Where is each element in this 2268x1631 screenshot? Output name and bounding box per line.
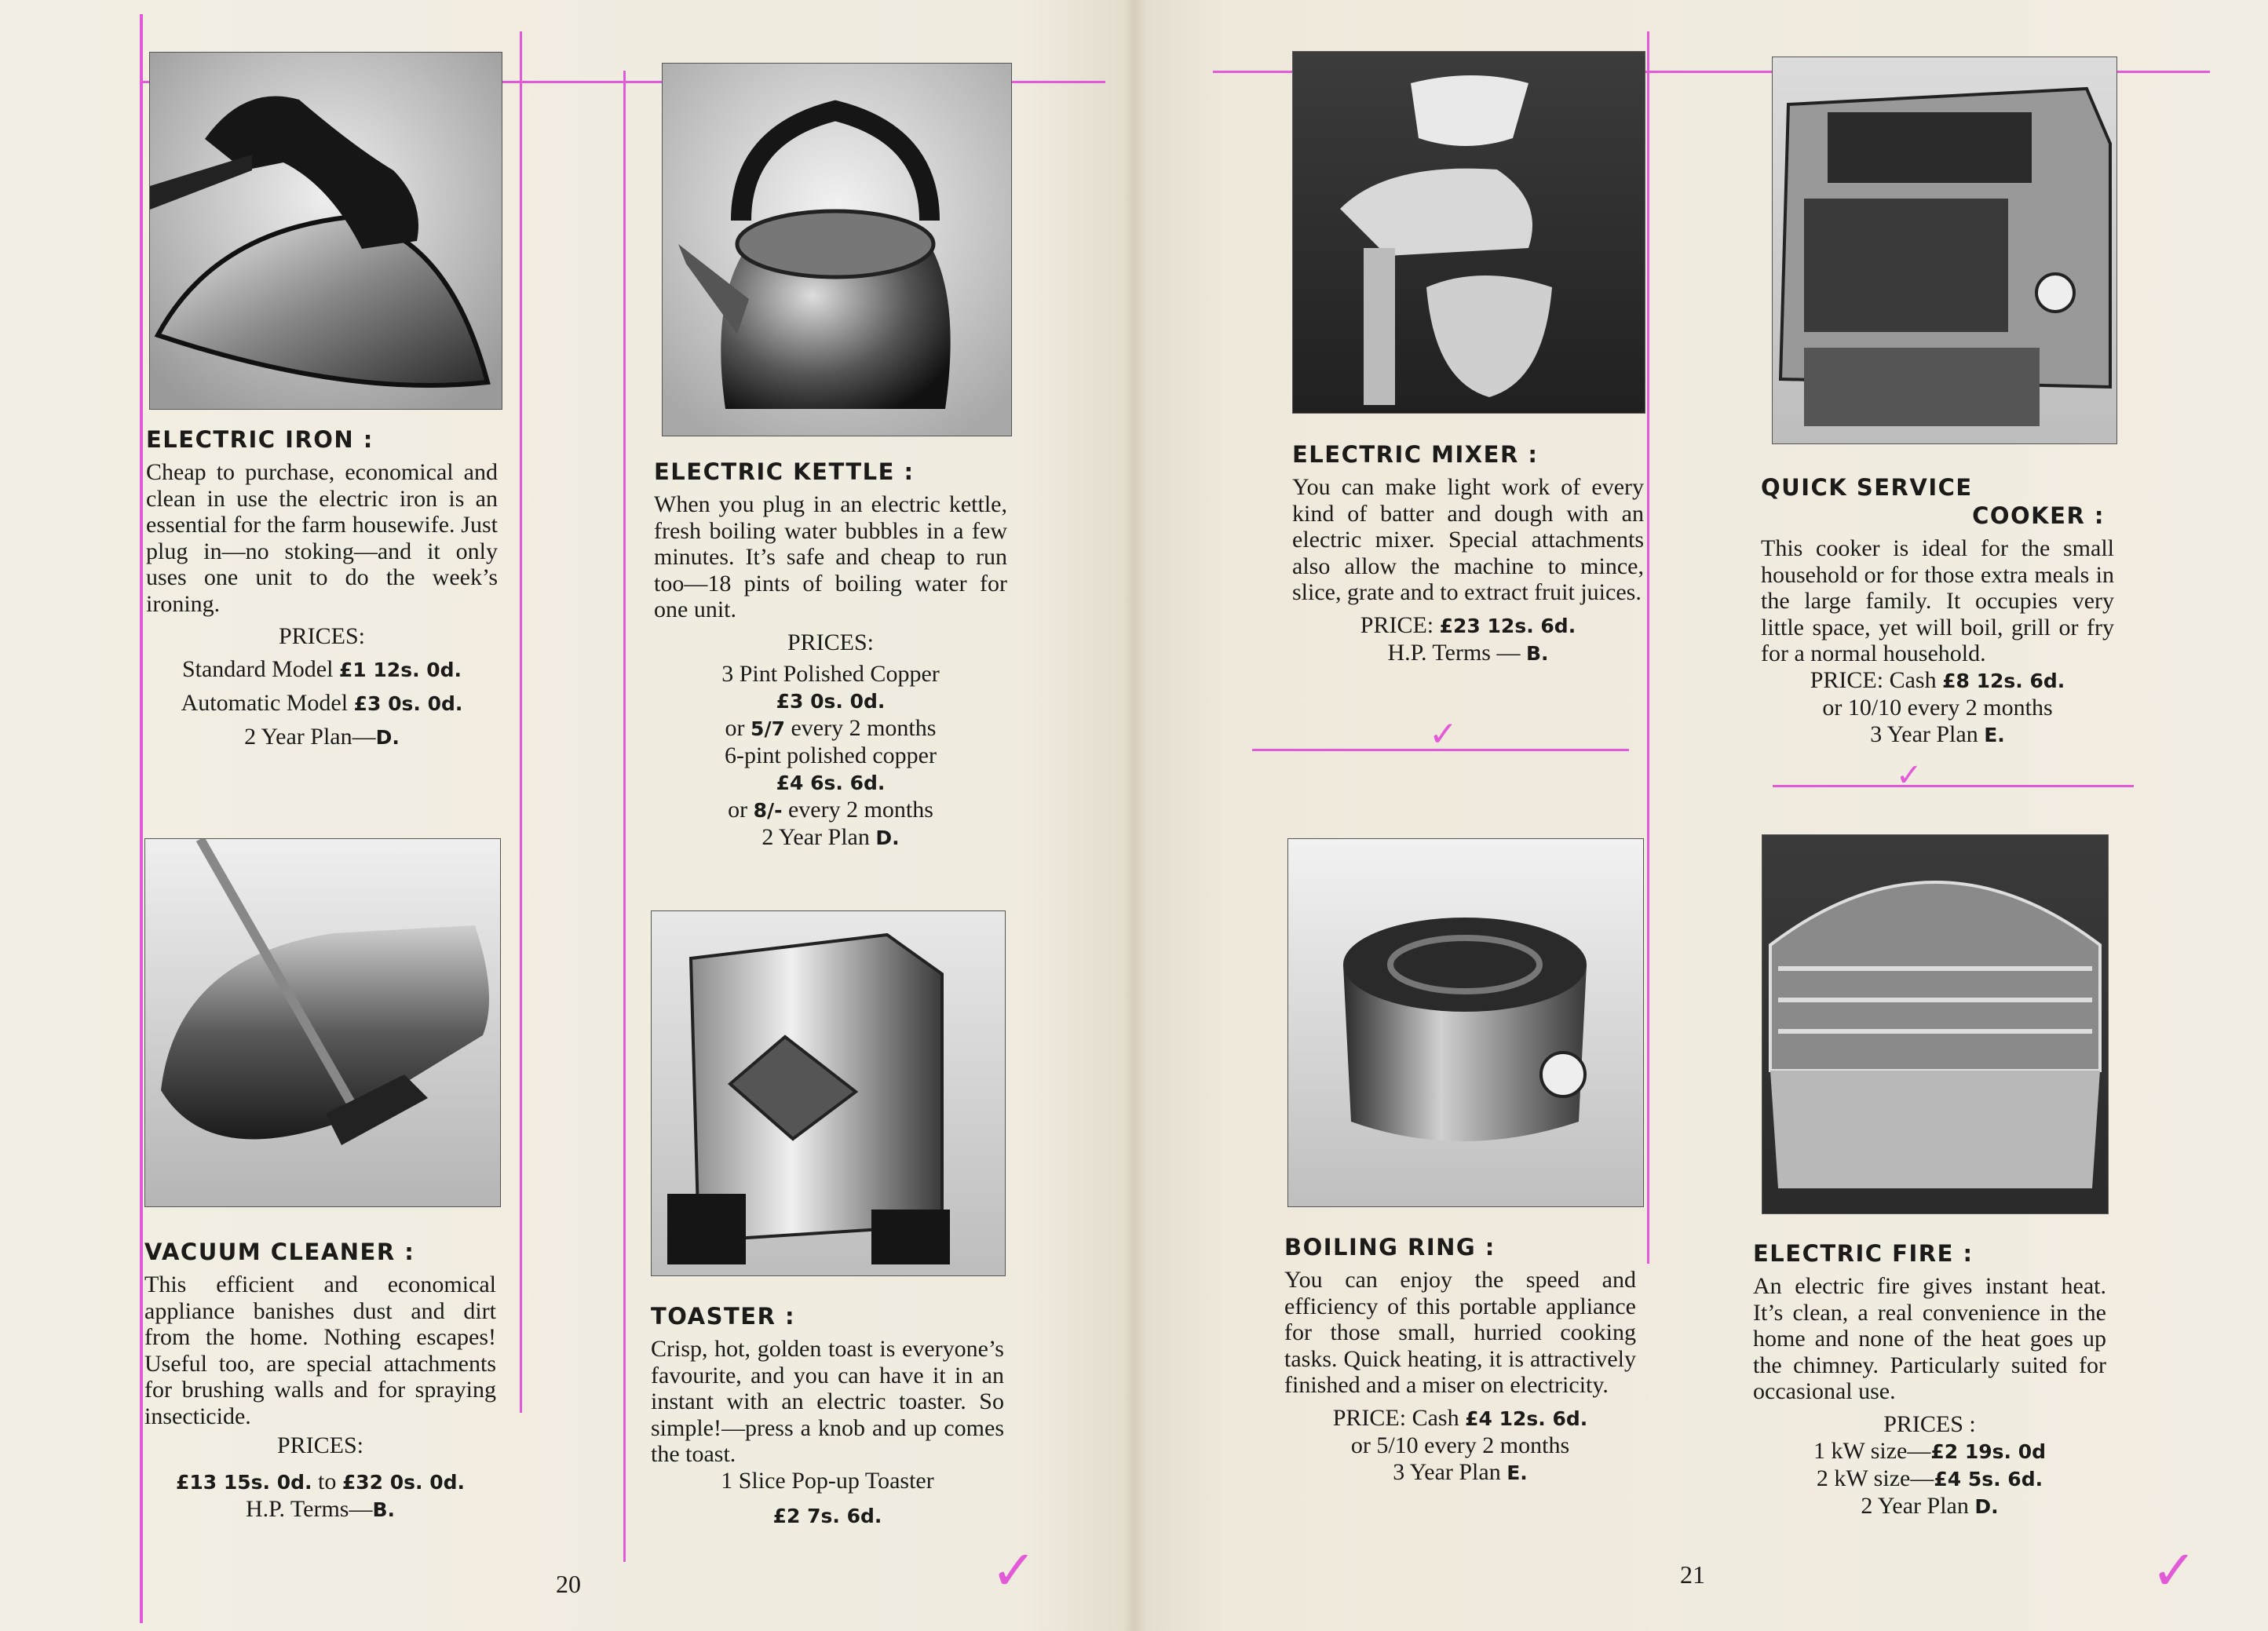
boiling-ring-photo xyxy=(1287,838,1644,1207)
prices-heading: PRICES : xyxy=(1883,1410,1976,1437)
annotation-line xyxy=(140,14,143,1623)
electric-kettle-description: When you plug in an electric kettle, fresh boiling water bubbles in a few minutes. It’s safe and cheap to run too—18 pints of boiling water for one unit. xyxy=(654,491,1007,622)
price-line: 3 Pint Polished Copper xyxy=(721,660,940,687)
prices-heading: PRICES: xyxy=(278,623,366,649)
prices-heading: PRICES: xyxy=(787,629,875,655)
electric-kettle-section xyxy=(654,458,1007,852)
boiling-ring-title: BOILING RING : xyxy=(1284,1234,1496,1261)
price-line: 2 Year Plan D. xyxy=(1861,1492,1999,1519)
electric-iron-title: ELECTRIC IRON : xyxy=(146,426,374,453)
electric-fire-section xyxy=(1753,1240,2106,1520)
annotation-line xyxy=(623,71,626,1562)
electric-iron-photo xyxy=(149,52,502,410)
price-line: £4 6s. 6d. xyxy=(776,771,886,794)
page-number-right: 21 xyxy=(1680,1560,1705,1589)
price-line: 1 Slice Pop-up Toaster xyxy=(721,1467,934,1494)
quick-service-cooker-section xyxy=(1761,474,2114,749)
quick-service-cooker-title: QUICK SERVICE xyxy=(1761,474,1973,501)
annotation-line xyxy=(520,31,522,1413)
electric-mixer-section xyxy=(1292,441,1644,667)
price-line: or 8/- every 2 months xyxy=(728,796,933,823)
price-line: 6-pint polished copper xyxy=(725,742,937,768)
toaster-description: Crisp, hot, golden toast is everyone’s favourite, and you can have it in an instant with an electric toaster. So simple!—press a knob and up comes the toast. xyxy=(651,1336,1004,1467)
electric-mixer-title: ELECTRIC MIXER : xyxy=(1292,441,1539,468)
check-mark-icon: ✓ xyxy=(991,1538,1037,1603)
electric-fire-description: An electric fire gives instant heat. It’s clean, a real convenience in the home and none of the heat goes up the chimney. Particularly suited for occasional use. xyxy=(1753,1273,2106,1404)
price-line: £13 15s. 0d. to £32 0s. 0d. xyxy=(175,1469,466,1494)
electric-kettle-title: ELECTRIC KETTLE : xyxy=(654,458,915,485)
quick-service-cooker-photo xyxy=(1772,57,2117,444)
price-line: Automatic Model £3 0s. 0d. xyxy=(181,690,463,716)
price-line: PRICE: Cash £4 12s. 6d. xyxy=(1332,1404,1588,1431)
price-line: or 10/10 every 2 months xyxy=(1822,694,2053,721)
vacuum-cleaner-photo xyxy=(144,838,501,1207)
quick-service-cooker-title-line2: COOKER : xyxy=(1972,502,2105,529)
price-line: Standard Model £1 12s. 0d. xyxy=(181,656,462,682)
vacuum-cleaner-title: VACUUM CLEANER : xyxy=(144,1239,415,1265)
quick-service-cooker-description: This cooker is ideal for the small household or for those extra meals in the large family. It occupies very little space, yet will boil, grill or fry for a normal household. xyxy=(1761,535,2114,666)
check-mark-icon: ✓ xyxy=(2151,1538,2197,1603)
price-line: 1 kW size—£2 19s. 0d xyxy=(1813,1437,2047,1464)
price-line: PRICE: £23 12s. 6d. xyxy=(1360,611,1576,638)
electric-mixer-photo xyxy=(1292,51,1645,414)
annotation-line xyxy=(1773,785,2134,787)
price-line: 3 Year Plan E. xyxy=(1870,721,2005,747)
vacuum-cleaner-description: This efficient and economical appliance banishes dust and dirt from the home. Nothing escapes! Useful too, are special attachments for brushing walls and for spraying insecticide. xyxy=(144,1272,496,1429)
price-line: or 5/7 every 2 months xyxy=(725,714,937,741)
page-gutter xyxy=(1123,0,1146,1631)
electric-kettle-photo xyxy=(662,63,1012,436)
price-line: H.P. Terms — B. xyxy=(1387,639,1549,666)
price-line: PRICE: Cash £8 12s. 6d. xyxy=(1810,666,2065,693)
toaster-title: TOASTER : xyxy=(651,1303,796,1330)
electric-fire-photo xyxy=(1762,834,2109,1214)
annotation-line xyxy=(1647,31,1649,1264)
vacuum-cleaner-section xyxy=(144,1239,496,1523)
electric-iron-section xyxy=(146,426,498,751)
check-mark-icon: ✓ xyxy=(1429,714,1458,754)
boiling-ring-description: You can enjoy the speed and efficiency of this portable appliance for those small, hurried cooking tasks. Quick heating, it is attractively finished and a miser on electricity. xyxy=(1284,1267,1636,1398)
boiling-ring-section xyxy=(1284,1234,1636,1487)
electric-iron-description: Cheap to purchase, economical and clean in use the electric iron is an essential for the farm housewife. Just plug in—no stoking—and it only uses one unit to do the week’s ironing. xyxy=(146,459,498,617)
page-number-left: 20 xyxy=(556,1570,581,1598)
price-line: 2 kW size—£4 5s. 6d. xyxy=(1816,1465,2043,1491)
price-line: 3 Year Plan E. xyxy=(1393,1458,1528,1485)
electric-fire-title: ELECTRIC FIRE : xyxy=(1753,1240,1974,1267)
toaster-photo xyxy=(651,910,1006,1276)
check-mark-icon: ✓ xyxy=(1896,757,1923,794)
electric-mixer-description: You can make light work of every kind of batter and dough with an electric mixer. Special attachments also allow the machine to mince, slice, grate and to extract fruit juices. xyxy=(1292,474,1644,605)
toaster-section xyxy=(651,1303,1004,1530)
price-line: 2 Year Plan D. xyxy=(761,823,900,850)
prices-heading: PRICES: xyxy=(276,1432,364,1458)
price-line: or 5/10 every 2 months xyxy=(1350,1432,1570,1458)
price-line: 2 Year Plan—D. xyxy=(244,724,400,750)
price-line: £3 0s. 0d. xyxy=(776,689,886,713)
price-line: £2 7s. 6d. xyxy=(772,1504,882,1527)
price-line: H.P. Terms—B. xyxy=(245,1496,396,1522)
